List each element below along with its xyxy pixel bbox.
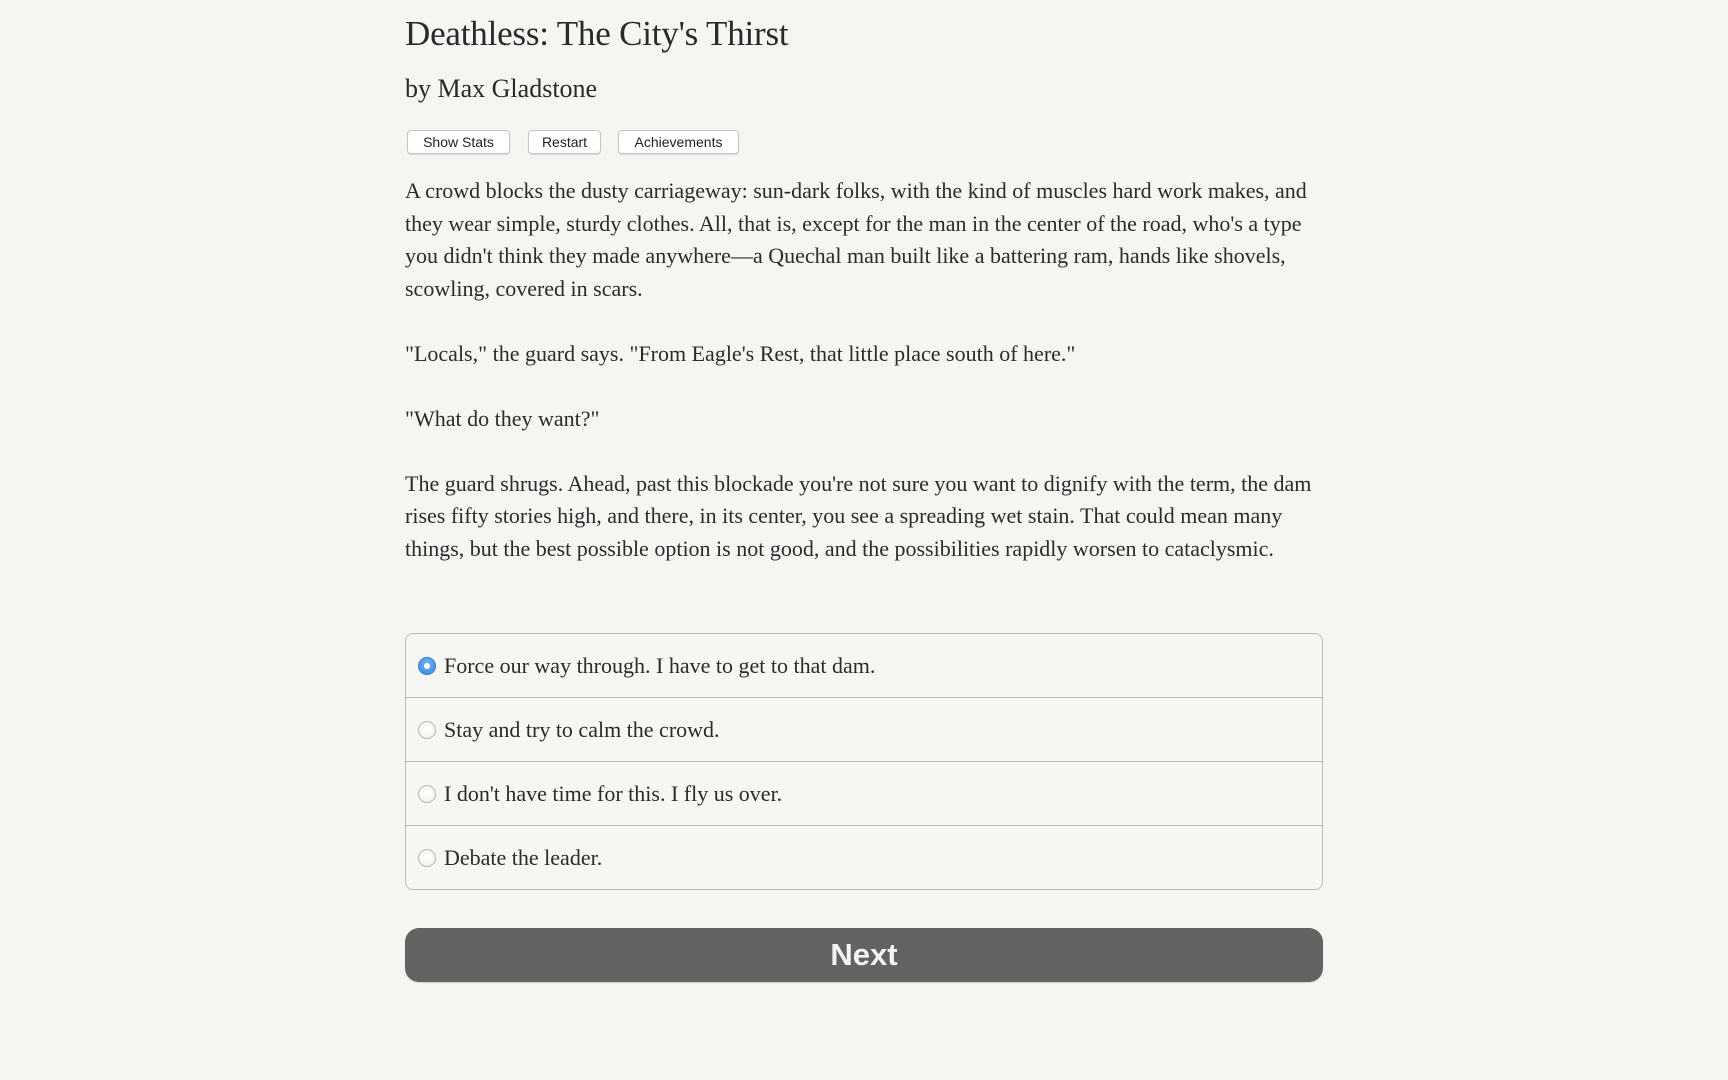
story-paragraph: "What do they want?": [405, 405, 600, 431]
game-title: Deathless: The City's Thirst: [405, 14, 789, 53]
story-paragraph: A crowd blocks the dusty carriageway: sun-dark folks, with the kind of muscles hard work makes, and they wear simple, sturdy clothes. All, that is, except for the man in the center of the road, who's a type you didn't think they made anywhere—a Quechal man built like a battering ram, hands like shovels, scowling, covered in scars.: [405, 178, 1307, 301]
choice-label: Stay and try to calm the crowd.: [444, 716, 720, 742]
radio-unselected-icon[interactable]: [418, 721, 436, 739]
choice-label: Debate the leader.: [444, 844, 603, 870]
radio-unselected-icon[interactable]: [418, 849, 436, 867]
choice-label: I don't have time for this. I fly us over.: [444, 780, 783, 806]
radio-selected-icon[interactable]: [418, 657, 436, 675]
choice-option-force-through[interactable]: [406, 634, 1322, 697]
radio-unselected-icon[interactable]: [418, 785, 436, 803]
choice-option-debate-leader[interactable]: [406, 825, 1322, 889]
story-paragraph: The guard shrugs. Ahead, past this blockade you're not sure you want to dignify with the term, the dam rises fifty stories high, and there, in its center, you see a spreading wet stain. That could mean many things, but the best possible option is not good, and the possibilities rapidly worsen to cataclysmic.: [405, 470, 1312, 561]
achievements-button[interactable]: Achievements: [618, 130, 739, 154]
next-button[interactable]: Next: [405, 928, 1323, 982]
choice-list: [405, 633, 1323, 890]
show-stats-button[interactable]: Show Stats: [407, 130, 510, 154]
restart-button[interactable]: Restart: [528, 130, 601, 154]
choice-label: Force our way through. I have to get to that dam.: [444, 652, 876, 678]
story-text: [405, 175, 1323, 598]
game-author: by Max Gladstone: [405, 74, 598, 103]
choice-option-calm-crowd[interactable]: [406, 697, 1322, 761]
choice-option-fly-over[interactable]: [406, 761, 1322, 825]
story-paragraph: "Locals," the guard says. "From Eagle's Rest, that little place south of here.": [405, 340, 1076, 366]
